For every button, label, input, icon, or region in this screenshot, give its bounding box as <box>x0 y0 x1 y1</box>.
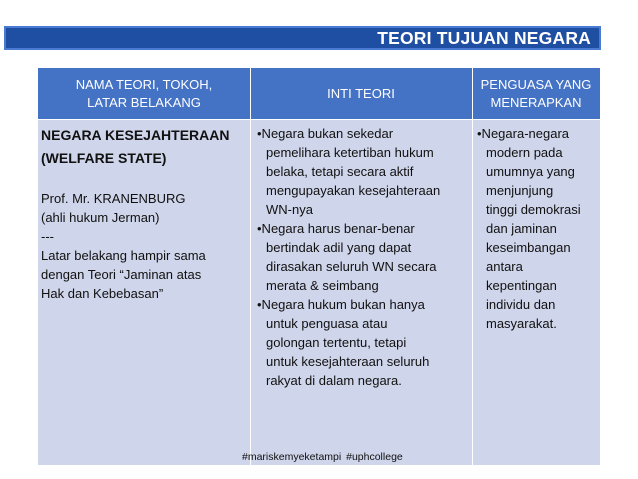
cell-nama-teori <box>41 124 247 303</box>
cell-inti-teori <box>257 124 469 390</box>
header-cell-penguasa: PENGUASA YANG MENERAPKAN <box>480 76 592 110</box>
title-bar <box>4 26 601 50</box>
background-text: Latar belakang hampir sama dengan Teori “Jaminan atas Hak dan Kebebasan” <box>41 248 206 301</box>
header-cell-nama-teori: NAMA TEORI, TOKOH, LATAR BELAKANG <box>75 76 213 110</box>
page-title: TEORI TUJUAN NEGARA <box>377 28 591 48</box>
table-header-row <box>38 68 600 119</box>
theory-name: NEGARA KESEJAHTERAAN (WELFARE STATE) <box>41 127 230 166</box>
ruler-text: •Negara-negara modern pada umumnya yang menjunjung tinggi demokrasi dan jaminan keseimbangan antara kepentingan individu dan masyarakat. <box>477 126 581 331</box>
separator-text: --- <box>41 229 54 244</box>
core-bullet-2: •Negara harus benar-benar bertindak adil yang dapat dirasakan seluruh WN secara merata & seimbang <box>257 221 437 293</box>
core-bullet-1: •Negara bukan sekedar pemelihara ketertiban hukum belaka, tetapi secara aktif mengupayakan kesejahteraan WN-nya <box>257 126 441 217</box>
core-bullet-3: •Negara hukum bukan hanya untuk penguasa atau golongan tertentu, tetapi untuk kesejahteraan seluruh rakyat di dalam negara. <box>257 297 430 388</box>
column-divider <box>472 120 473 465</box>
footer-hashtags: #mariskemyeketampi #uphcollege <box>242 451 403 463</box>
cell-penguasa <box>477 124 599 333</box>
column-divider <box>250 120 251 465</box>
table-row <box>38 120 600 465</box>
theory-figure: Prof. Mr. KRANENBURG (ahli hukum Jerman) <box>41 191 186 225</box>
header-cell-inti-teori: INTI TEORI <box>327 85 395 101</box>
